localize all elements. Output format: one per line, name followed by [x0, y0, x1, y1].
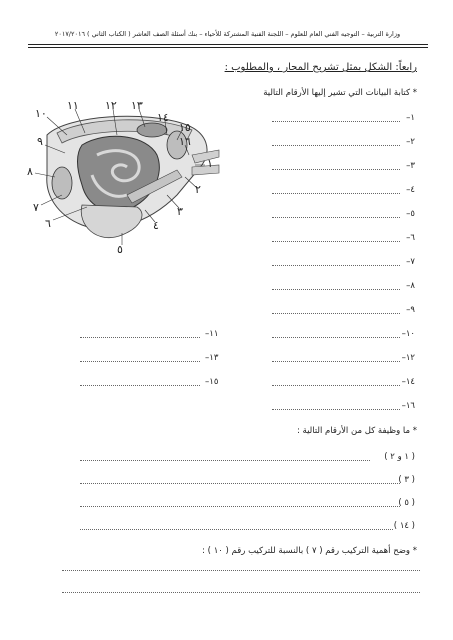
answer-line[interactable] [80, 460, 370, 461]
function-item: ( ١٤ ) [393, 521, 415, 531]
label-number: ٣– [406, 161, 415, 171]
label-number: ٢– [406, 137, 415, 147]
answer-line[interactable] [272, 409, 400, 410]
function-item: ( ١ و ٢ ) [384, 452, 415, 462]
label-number: ١٤– [401, 377, 415, 387]
label-number: ١٣– [205, 353, 219, 363]
section-title: رابعاً: الشكل يمثل تشريح المحار ، والمطلوب : [224, 62, 417, 73]
diagram-number: ٢ [195, 183, 201, 196]
question-label-prompt: * كتابة البيانات التي تشير إليها الأرقام التالية [263, 88, 417, 98]
diagram-number: ١٦ [179, 135, 191, 148]
foot [81, 205, 142, 238]
answer-line[interactable] [272, 313, 400, 314]
label-number: ١٠– [401, 329, 415, 339]
diagram-number: ١٥ [179, 121, 191, 134]
heart-region [137, 123, 167, 137]
answer-line[interactable] [272, 289, 400, 290]
label-number: ٥– [406, 209, 415, 219]
answer-line[interactable] [80, 483, 400, 484]
diagram-number: ١٠ [35, 107, 47, 120]
label-number: ٩– [406, 305, 415, 315]
answer-line[interactable] [272, 193, 400, 194]
function-item: ( ٣ ) [398, 475, 415, 485]
diagram-number: ١٤ [157, 111, 169, 124]
diagram-number: ٨ [27, 165, 33, 178]
diagram-number: ٥ [117, 243, 123, 255]
anterior-muscle [52, 167, 72, 199]
incurrent-siphon [192, 165, 219, 175]
page-header: وزارة التربية – التوجيه الفني العام للعلوم – اللجنة الفنية المشتركة للأحياء – بنك أسئلة الصف العاشر ( الكتاب الثاني ) ٢٠١٧/٢٠١٦ [54, 30, 401, 38]
answer-line[interactable] [62, 592, 420, 593]
diagram-number: ١ [207, 157, 213, 170]
diagram-number: ٧ [33, 201, 39, 214]
label-number: ١١– [205, 329, 219, 339]
diagram-number: ٣ [177, 205, 183, 218]
label-number: ٤– [406, 185, 415, 195]
diagram-number: ٦ [45, 217, 51, 230]
question-function-prompt: * ما وظيفة كل من الأرقام التالية : [296, 426, 417, 436]
answer-line[interactable] [272, 241, 400, 242]
question-importance-prompt: * وضح أهمية التركيب رقم ( ٧ ) بالنسبة للتركيب رقم ( ١٠ ) : [202, 546, 417, 556]
clam-anatomy-diagram [27, 95, 227, 255]
function-item: ( ٥ ) [398, 498, 415, 508]
answer-line[interactable] [80, 361, 200, 362]
label-number: ١٢– [401, 353, 415, 363]
answer-line[interactable] [272, 385, 400, 386]
answer-line[interactable] [272, 337, 400, 338]
answer-line[interactable] [80, 385, 200, 386]
answer-line[interactable] [272, 121, 400, 122]
answer-line[interactable] [272, 217, 400, 218]
diagram-number: ٤ [153, 219, 159, 232]
answer-line[interactable] [272, 145, 400, 146]
label-number: ١٥– [205, 377, 219, 387]
answer-line[interactable] [80, 529, 393, 530]
answer-line[interactable] [62, 570, 420, 571]
label-number: ٧– [406, 257, 415, 267]
label-number: ٨– [406, 281, 415, 291]
header-rule-secondary [28, 47, 428, 48]
answer-line[interactable] [80, 506, 400, 507]
answer-line[interactable] [272, 361, 400, 362]
diagram-number: ١٣ [131, 99, 143, 112]
answer-line[interactable] [272, 169, 400, 170]
label-number: ٦– [406, 233, 415, 243]
answer-line[interactable] [272, 265, 400, 266]
answer-line[interactable] [80, 337, 200, 338]
label-number: ١٦– [401, 401, 415, 411]
diagram-number: ١٢ [105, 99, 117, 112]
diagram-number: ١١ [67, 99, 79, 112]
label-number: ١– [406, 113, 415, 123]
header-rule [28, 44, 428, 45]
diagram-number: ٩ [37, 135, 43, 148]
